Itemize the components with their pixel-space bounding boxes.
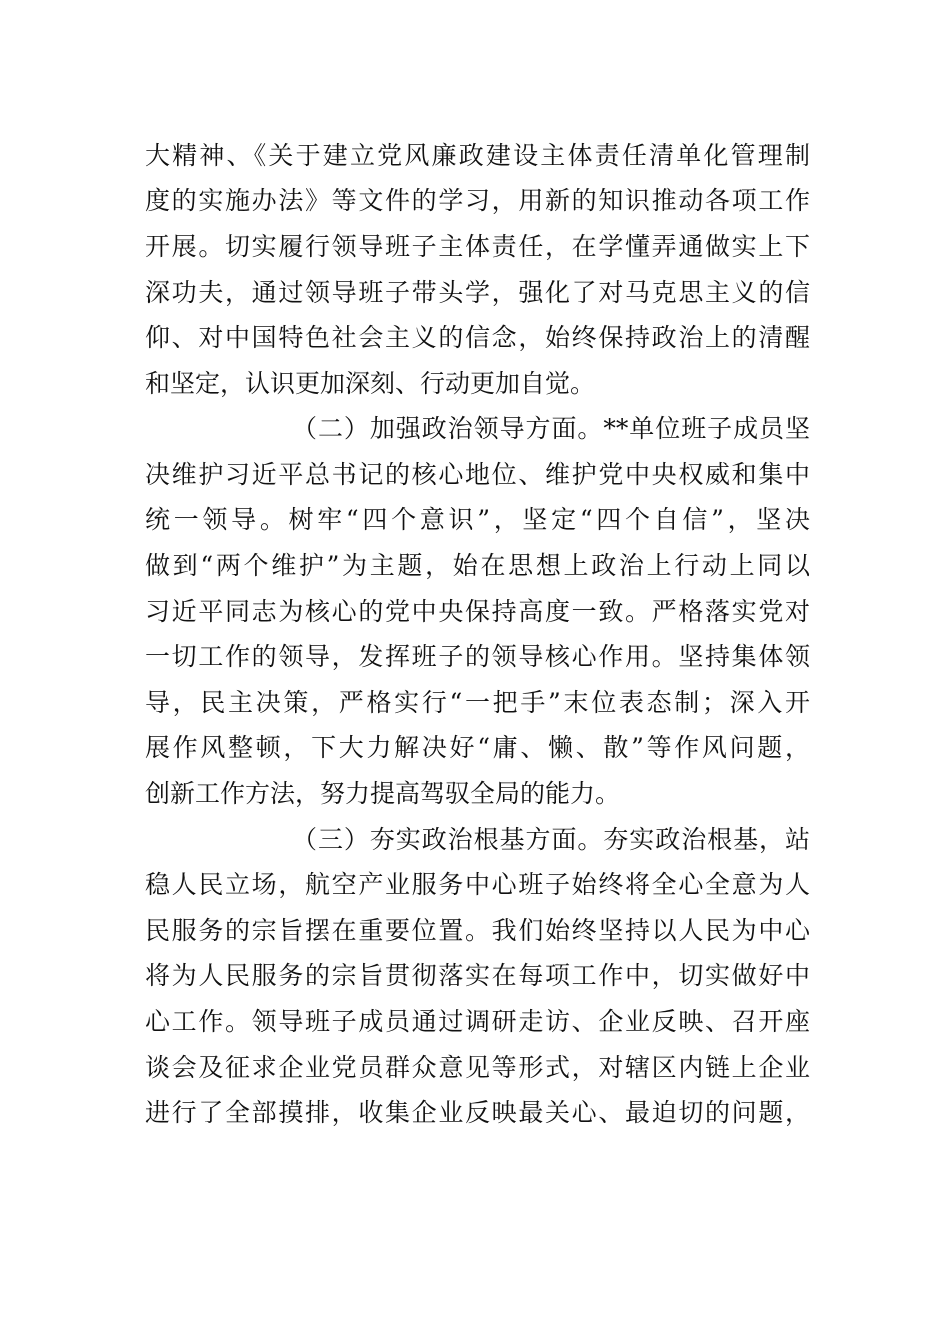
text-line: 决维护习近平总书记的核心地位、维护党中央权威和集中 [145, 460, 810, 489]
text-line: 将为人民服务的宗旨贯彻落实在每项工作中，切实做好中 [145, 961, 810, 990]
text-line: 谈会及征求企业党员群众意见等形式，对辖区内链上企业 [145, 1053, 810, 1082]
text-line: 创新工作方法，努力提高驾驭全局的能力。 [145, 779, 621, 808]
text-line: 和坚定，认识更加深刻、行动更加自觉。 [145, 369, 596, 398]
text-line: 仰、对中国特色社会主义的信念，始终保持政治上的清醒 [145, 323, 810, 352]
text-line: 做到“两个维护”为主题，始在思想上政治上行动上同以 [145, 551, 810, 580]
text-line: 大精神、《关于建立党风廉政建设主体责任清单化管理制 [145, 141, 810, 170]
text-line: 深功夫，通过领导班子带头学，强化了对马克思主义的信 [145, 278, 810, 307]
text-line: 习近平同志为核心的党中央保持高度一致。严格落实党对 [145, 597, 810, 626]
text-line: 开展。切实履行领导班子主体责任，在学懂弄通做实上下 [145, 232, 810, 261]
text-line: 进行了全部摸排，收集企业反映最关心、最迫切的问题， [145, 1098, 810, 1127]
text-line: 民服务的宗旨摆在重要位置。我们始终坚持以人民为中心 [145, 916, 810, 945]
text-line: 展作风整顿，下大力解决好“庸、懒、散”等作风问题， [145, 733, 810, 762]
section-heading-line: （三）夯实政治根基方面。夯实政治根基，站 [292, 825, 810, 854]
text-line: 统一领导。树牢“四个意识”，坚定“四个自信”，坚决 [145, 505, 810, 534]
section-heading-line: （二）加强政治领导方面。**单位班子成员坚 [292, 414, 810, 443]
text-line: 一切工作的领导，发挥班子的领导核心作用。坚持集体领 [145, 642, 810, 671]
text-line: 心工作。领导班子成员通过调研走访、企业反映、召开座 [145, 1007, 810, 1036]
text-line: 度的实施办法》等文件的学习，用新的知识推动各项工作 [145, 186, 810, 215]
text-line: 导，民主决策，严格实行“一把手”末位表态制；深入开 [145, 688, 810, 717]
text-line: 稳人民立场，航空产业服务中心班子始终将全心全意为人 [145, 870, 810, 899]
